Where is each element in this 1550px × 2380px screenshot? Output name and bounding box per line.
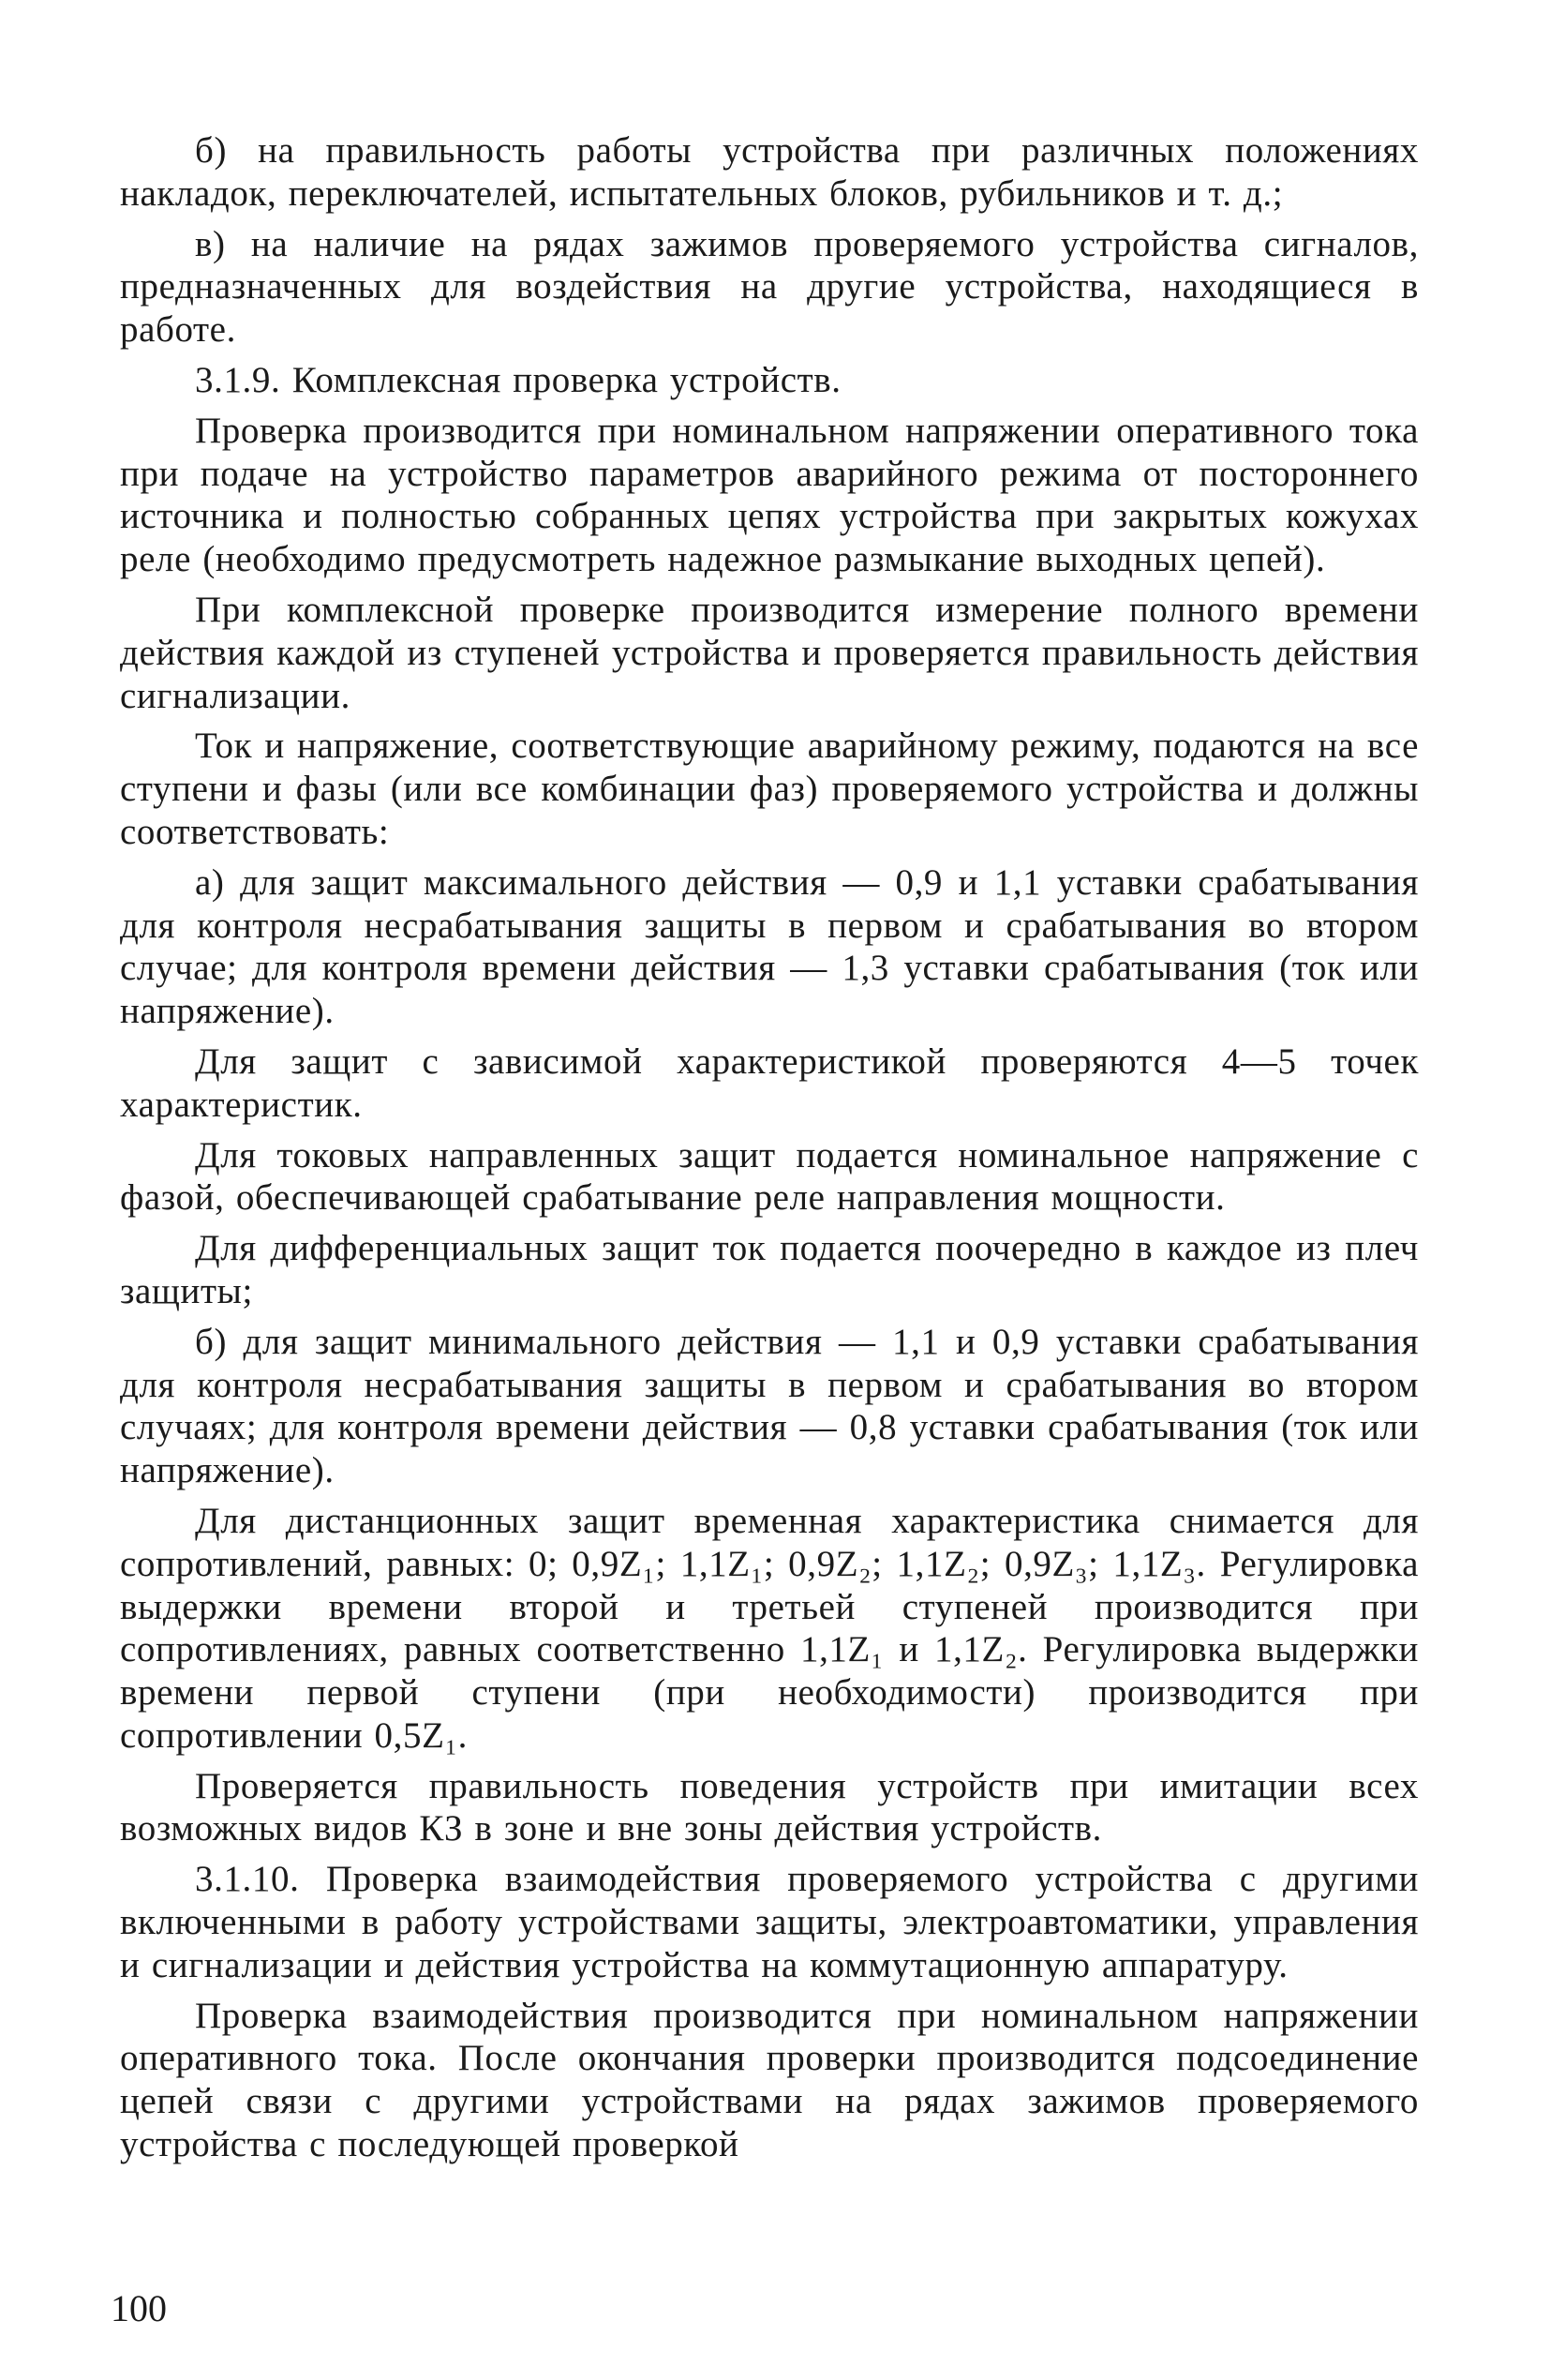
paragraph-complex-check-timing: При комплексной проверке производится измерение полного времени действия каждой из ступеней устройства и проверяется правильность действия сигнализации. xyxy=(120,589,1419,716)
paragraph-b-min-protection: б) для защит минимального действия — 1,1 и 0,9 уставки срабатывания для контроля несрабатывания защиты в первом и срабатывания во втором случаях; для контроля времени действия — 0,8 уставки срабатывания (ток или напряжение). xyxy=(120,1321,1419,1491)
paragraph-complex-check-conditions: Проверка производится при номинальном напряжении оперативного тока при подаче на устройство параметров аварийного режима от постороннего источника и полностью собранных цепях устройства при закрытых кожухах реле (необходимо предусмотреть надежное размыкание выходных цепей). xyxy=(120,410,1419,580)
paragraph-dependent-characteristic: Для защит с зависимой характеристикой проверяются 4—5 точек характеристик. xyxy=(120,1040,1419,1125)
section-heading-3-1-9: 3.1.9. Комплексная проверка устройств. xyxy=(195,359,842,400)
paragraph-a-max-protection: а) для защит максимального действия — 0,9 и 1,1 уставки срабатывания для контроля несрабатывания защиты в первом и срабатывания во втором случае; для контроля времени действия — 1,3 уставки срабатывания (ток или напряжение). xyxy=(120,861,1419,1032)
paragraph-fault-imitation: Проверяется правильность поведения устройств при имитации всех возможных видов КЗ в зоне и вне зоны действия устройств. xyxy=(120,1765,1419,1849)
page-body xyxy=(120,129,1419,2174)
paragraph-current-voltage: Ток и напряжение, соответствующие аварийному режиму, подаются на все ступени и фазы (или все комбинации фаз) проверяемого устройства и должны соответствовать: xyxy=(120,726,1419,852)
paragraph-differential-protection: Для дифференциальных защит ток подается поочередно в каждое из плеч защиты; xyxy=(120,1228,1419,1311)
paragraph-v-check-signals: в) на наличие на рядах зажимов проверяемого устройства сигналов, предназначенных для воздействия на другие устройства, находящиеся в работе. xyxy=(120,223,1419,351)
paragraph-distance-protection: Для дистанционных защит временная характеристика снимается для сопротивлений, равных: 0; 0,9Z₁; 1,1Z₁; 0,9Z₂; 1,1Z₂; 0,9Z₃; 1,1Z₃. Регулировка выдержки времени второй и третьей ступеней производится при сопротивлениях, равных соответственно 1,1Z₁ и 1,1Z₂. Регулировка выдержки времени первой ступени (при необходимости) производится при сопротивлении 0,5Z₁. xyxy=(120,1500,1419,1756)
section-heading-3-1-10: 3.1.10. Проверка взаимодействия проверяемого устройства с другими включенными в работу устройствами защиты, электроавтоматики, управления и сигнализации и действия устройства на коммутационную аппаратуру. xyxy=(120,1859,1419,1985)
paragraph-interaction-check: Проверка взаимодействия производится при номинальном напряжении оперативного тока. После окончания проверки производится подсоединение цепей связи с другими устройствами на рядах зажимов проверяемого устройства с последующей проверкой xyxy=(120,1995,1419,2165)
paragraph-directional-protection: Для токовых направленных защит подается номинальное напряжение с фазой, обеспечивающей срабатывание реле направления мощности. xyxy=(120,1134,1419,1219)
page-number: 100 xyxy=(111,2287,167,2329)
paragraph-b-check-positions: б) на правильность работы устройства при различных положениях накладок, переключателей, испытательных блоков, рубильников и т. д.; xyxy=(120,130,1419,214)
